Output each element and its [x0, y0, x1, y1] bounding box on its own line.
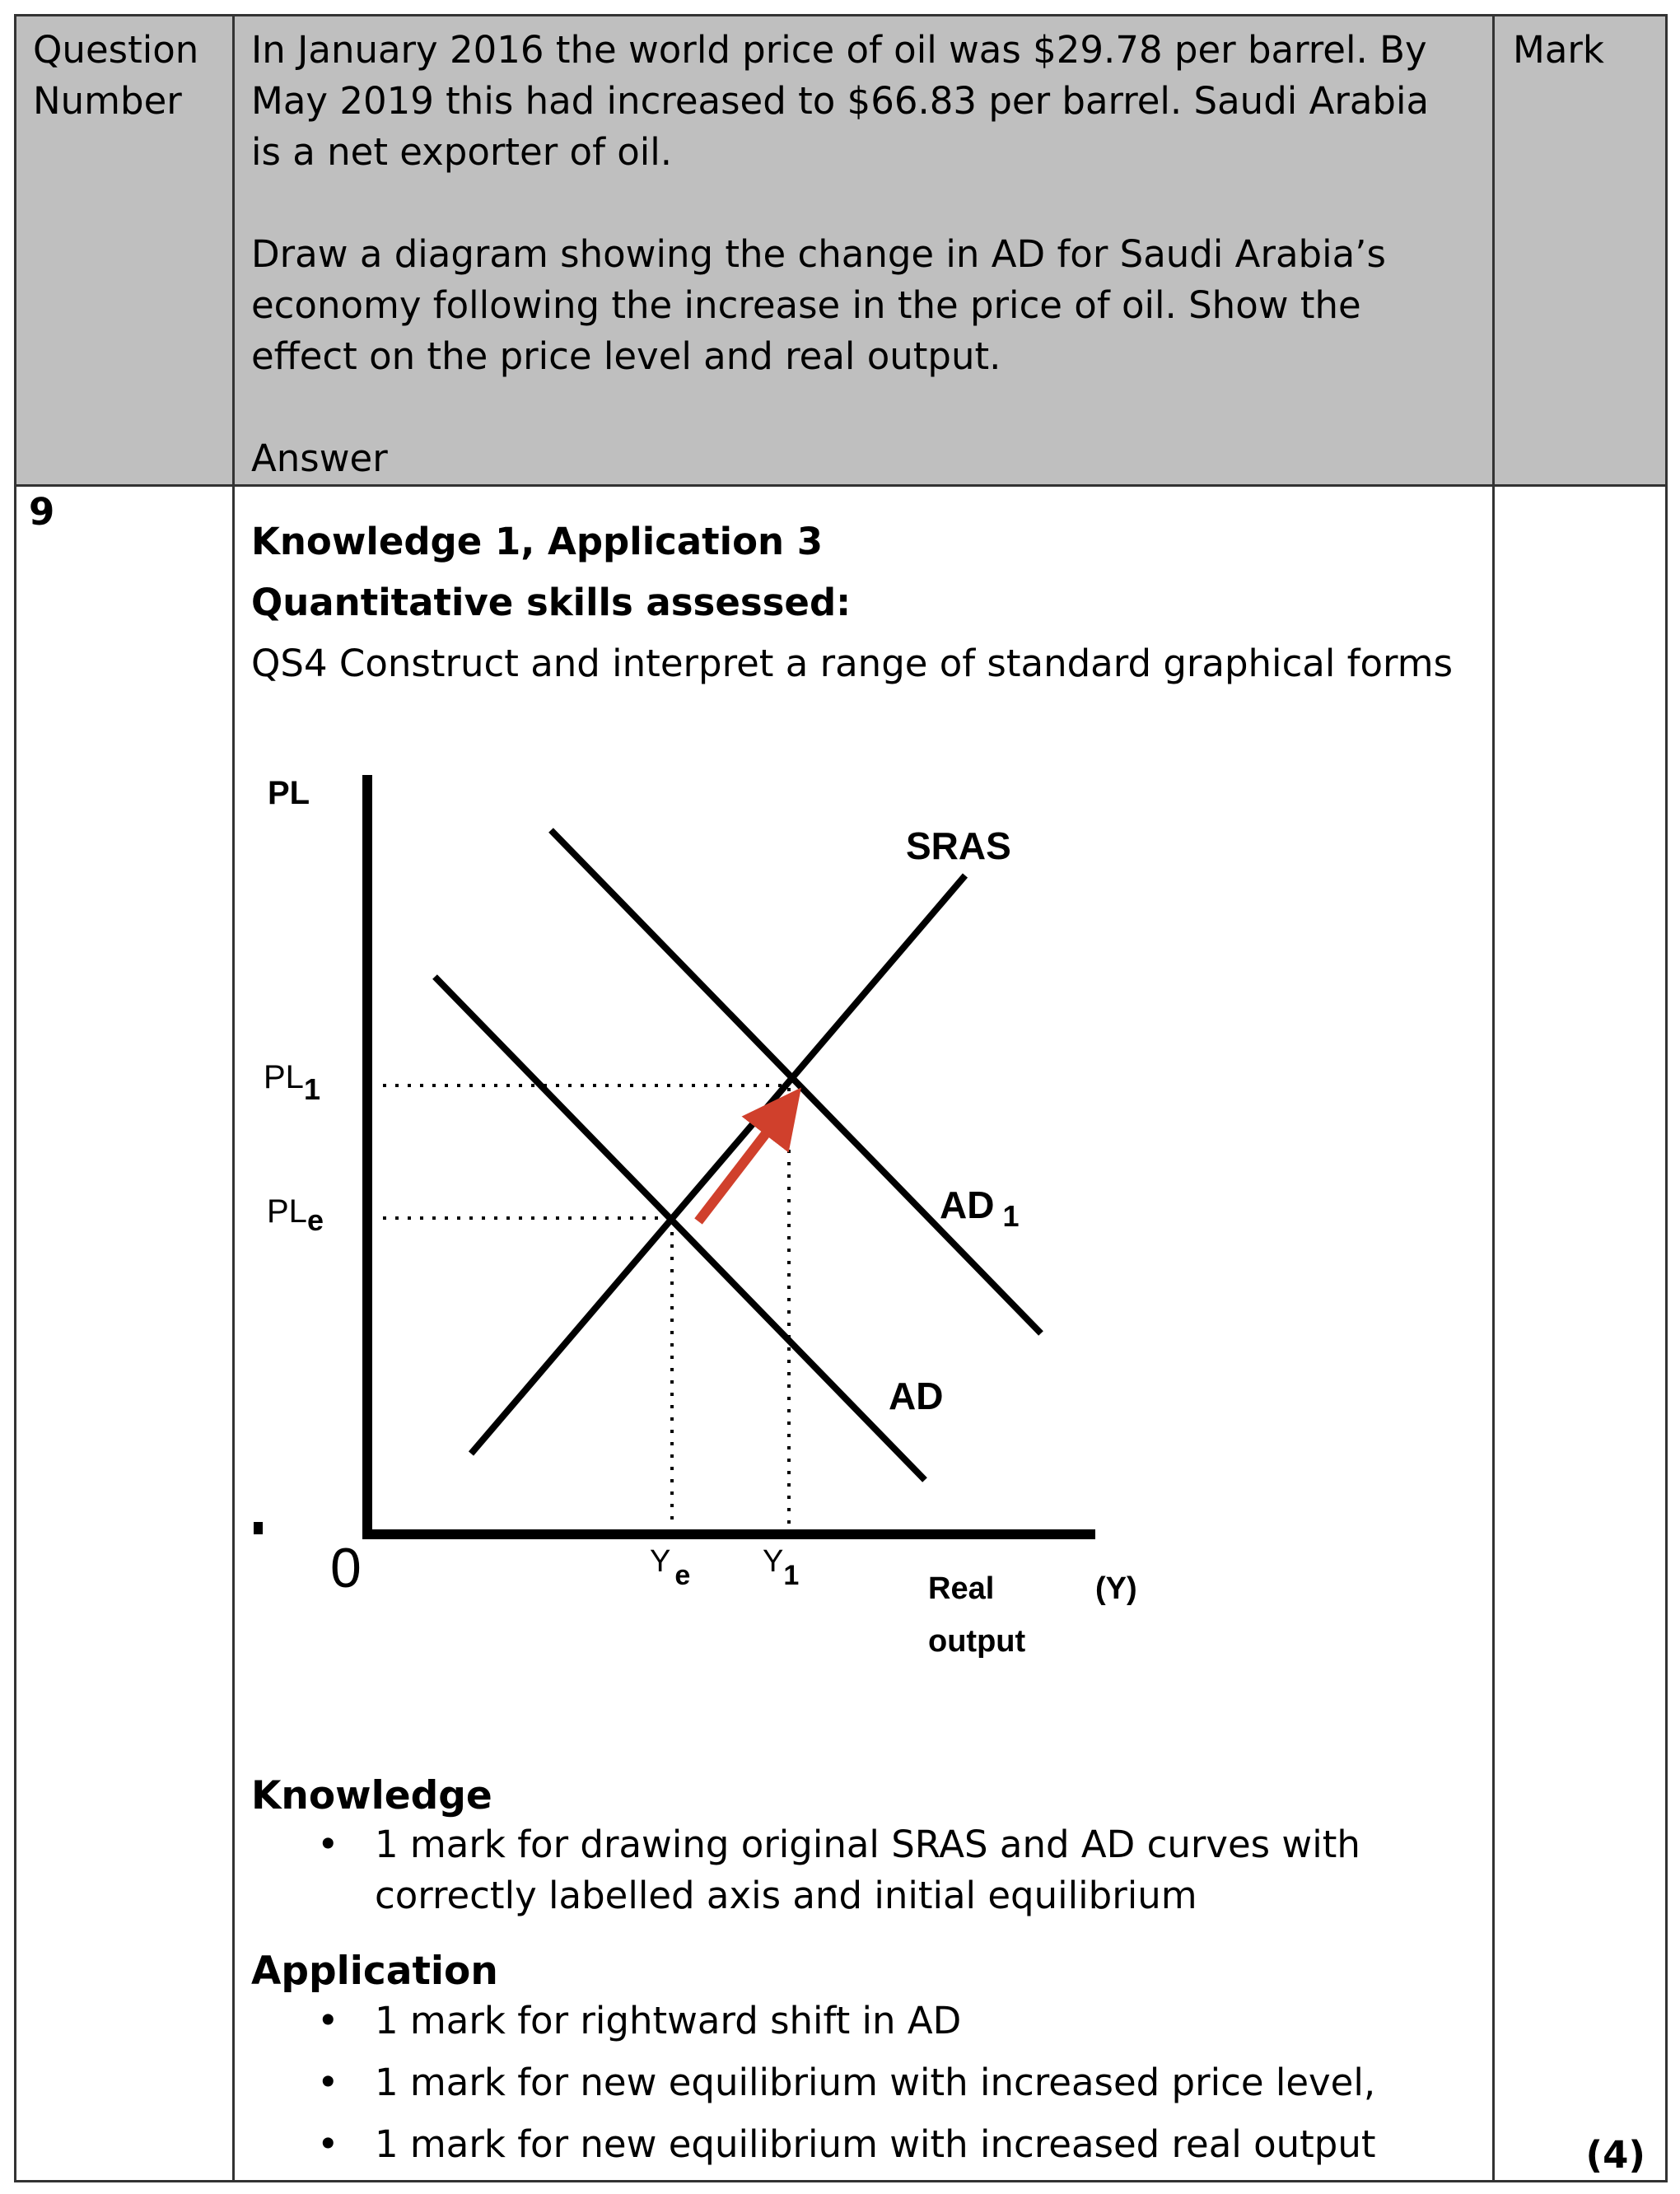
mark-header: Mark	[1513, 28, 1604, 72]
question-paragraph-1: In January 2016 the world price of oil was $29.78 per barrel. By May 2019 this had increased to $66.83 per barrel. Saudi Arabia is a net exporter of oil.	[251, 28, 1430, 174]
y1-main: Y	[763, 1544, 784, 1579]
knowledge-bullet-1	[251, 1819, 1486, 1921]
bullet-dot: •	[317, 1823, 339, 1866]
knowledge-bullets	[251, 1819, 1486, 1921]
question-number: 9	[29, 490, 55, 534]
ad-curve	[435, 977, 925, 1480]
application-bullet-1	[251, 1996, 1486, 2047]
y1-label	[763, 1544, 799, 1591]
ad1-subscript: 1	[1002, 1199, 1020, 1233]
answer-label: Answer	[251, 436, 388, 480]
qs-description: QS4 Construct and interpret a range of standard graphical forms	[251, 642, 1454, 685]
ad1-curve	[551, 830, 1041, 1333]
ye-subscript: e	[674, 1560, 691, 1591]
pl1-subscript: 1	[303, 1072, 320, 1106]
pl1-label	[264, 1059, 320, 1106]
ye-label	[650, 1544, 690, 1591]
ad-label: AD	[889, 1375, 944, 1417]
ple-main: PL	[267, 1193, 307, 1230]
knowledge-bullet-text: 1 mark for drawing original SRAS and AD curves with correctly labelled axis and initial equilibrium	[375, 1823, 1360, 1917]
qs-heading: Quantitative skills assessed:	[251, 581, 852, 624]
ye-main: Y	[650, 1544, 671, 1579]
x-axis-label-line2: output	[928, 1624, 1026, 1659]
question-number-cell	[16, 486, 234, 2182]
bullet-dot: •	[317, 2061, 339, 2104]
bullet-dot: •	[317, 1999, 339, 2042]
application-bullets	[251, 1996, 1486, 2170]
y1-subscript: 1	[783, 1560, 800, 1591]
ple-subscript: e	[306, 1203, 324, 1237]
application-bullet-text: 1 mark for rightward shift in AD	[375, 1999, 962, 2042]
mark-header-cell	[1494, 16, 1667, 486]
question-text	[235, 16, 1492, 484]
ple-label	[267, 1193, 324, 1237]
question-paragraph-2: Draw a diagram showing the change in AD for Saudi Arabia’s economy following the increase in the price of oil. Show the effect on the price level and real output.	[251, 232, 1386, 378]
x-axis-label-line1: Real	[928, 1571, 995, 1606]
knowledge-application-heading: Knowledge 1, Application 3	[251, 520, 824, 563]
header-row	[16, 16, 1667, 486]
sras-label: SRAS	[906, 824, 1011, 867]
application-bullet-text: 1 mark for new equilibrium with increased real output	[375, 2122, 1376, 2166]
ad-sras-diagram	[235, 487, 1495, 1706]
mark-scheme-table	[14, 14, 1668, 2182]
ad1-main: AD	[940, 1183, 995, 1226]
total-mark: (4)	[1585, 2133, 1645, 2177]
origin-label: 0	[330, 1537, 362, 1599]
pl1-main: PL	[264, 1059, 304, 1095]
ad1-label	[940, 1183, 1019, 1233]
bullet-dot: •	[317, 2122, 339, 2166]
axis-tick-mark	[254, 1522, 263, 1534]
application-bullet-2	[251, 2057, 1486, 2108]
mark-cell	[1494, 486, 1667, 2182]
knowledge-heading: Knowledge	[251, 1773, 492, 1818]
sras-curve	[471, 875, 965, 1454]
ad-shift-arrow	[698, 1111, 783, 1221]
y-axis-label: PL	[268, 775, 310, 811]
question-number-header: Question Number	[33, 28, 199, 123]
question-number-header-cell	[16, 16, 234, 486]
question-text-cell	[234, 16, 1494, 486]
answer-cell	[234, 486, 1494, 2182]
answer-row	[16, 486, 1667, 2182]
application-bullet-text: 1 mark for new equilibrium with increased price level,	[375, 2061, 1376, 2104]
x-axis-symbol: (Y)	[1095, 1571, 1137, 1606]
application-bullet-3	[251, 2119, 1486, 2170]
application-heading: Application	[251, 1949, 498, 1994]
